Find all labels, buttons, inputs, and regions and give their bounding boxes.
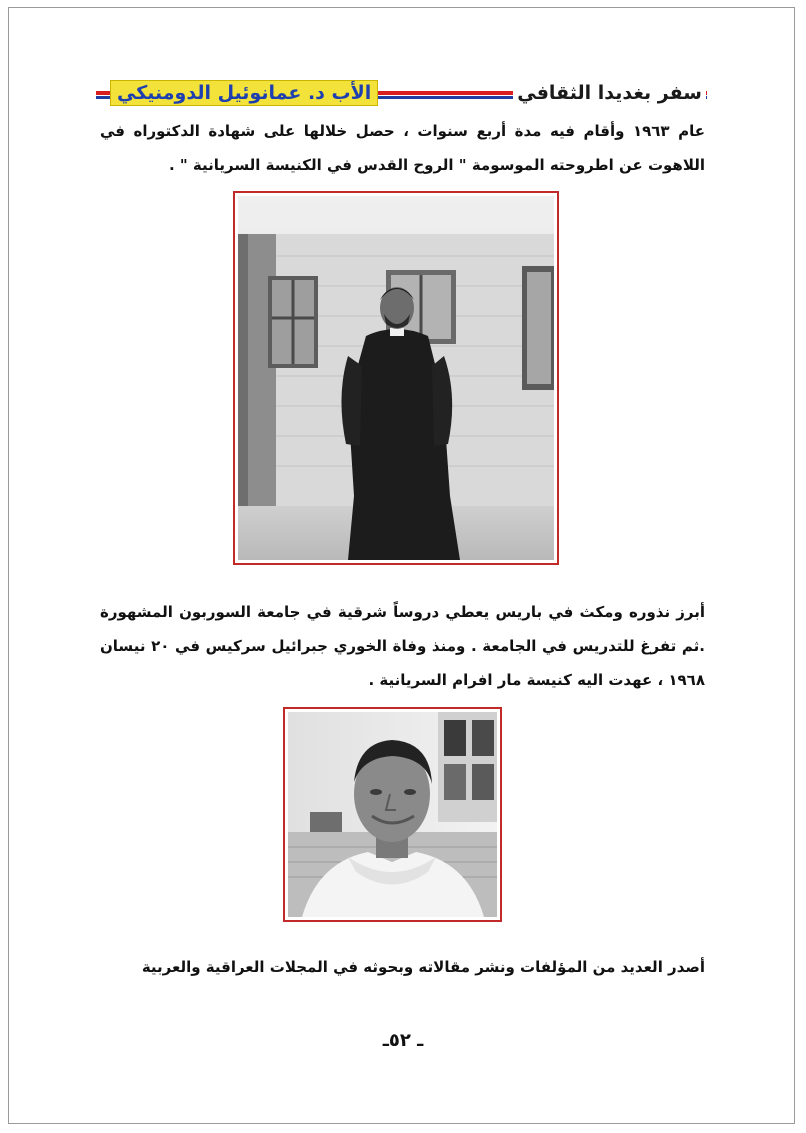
book-title: سفر بغديدا الثقافي — [513, 80, 706, 106]
photo-standing-priest — [233, 191, 559, 565]
paragraph-3: أصدر العديد من المؤلفات ونشر مقالاته وبحوثه في المجلات العراقية والعربية — [141, 958, 705, 976]
paragraph-1: عام ١٩٦٣ وأقام فيه مدة أربع سنوات ، حصل خلالها على شهادة الدكتوراه في اللاهوت عن اطروحته الموسومة " الروح القدس في الكنيسة السريانية " . — [100, 122, 705, 174]
paragraph-2: أبرز نذوره ومكث في باريس يعطي دروساً شرقية في جامعة السوربون المشهورة .ثم تفرغ للتدريس في الجامعة . ومنذ وفاة الخوري جبرائيل سركيس في ٢٠ نيسان ١٩٦٨ ، عهدت اليه كنيسة مار افرام السريانية . — [100, 603, 705, 689]
standing-priest-photo — [238, 196, 554, 560]
photo-portrait — [283, 707, 502, 922]
subject-title: الأب د. عمانوئيل الدومنيكي — [110, 80, 378, 106]
page-number: ـ ٥٢ـ — [382, 1030, 424, 1051]
portrait-photo — [288, 712, 497, 917]
